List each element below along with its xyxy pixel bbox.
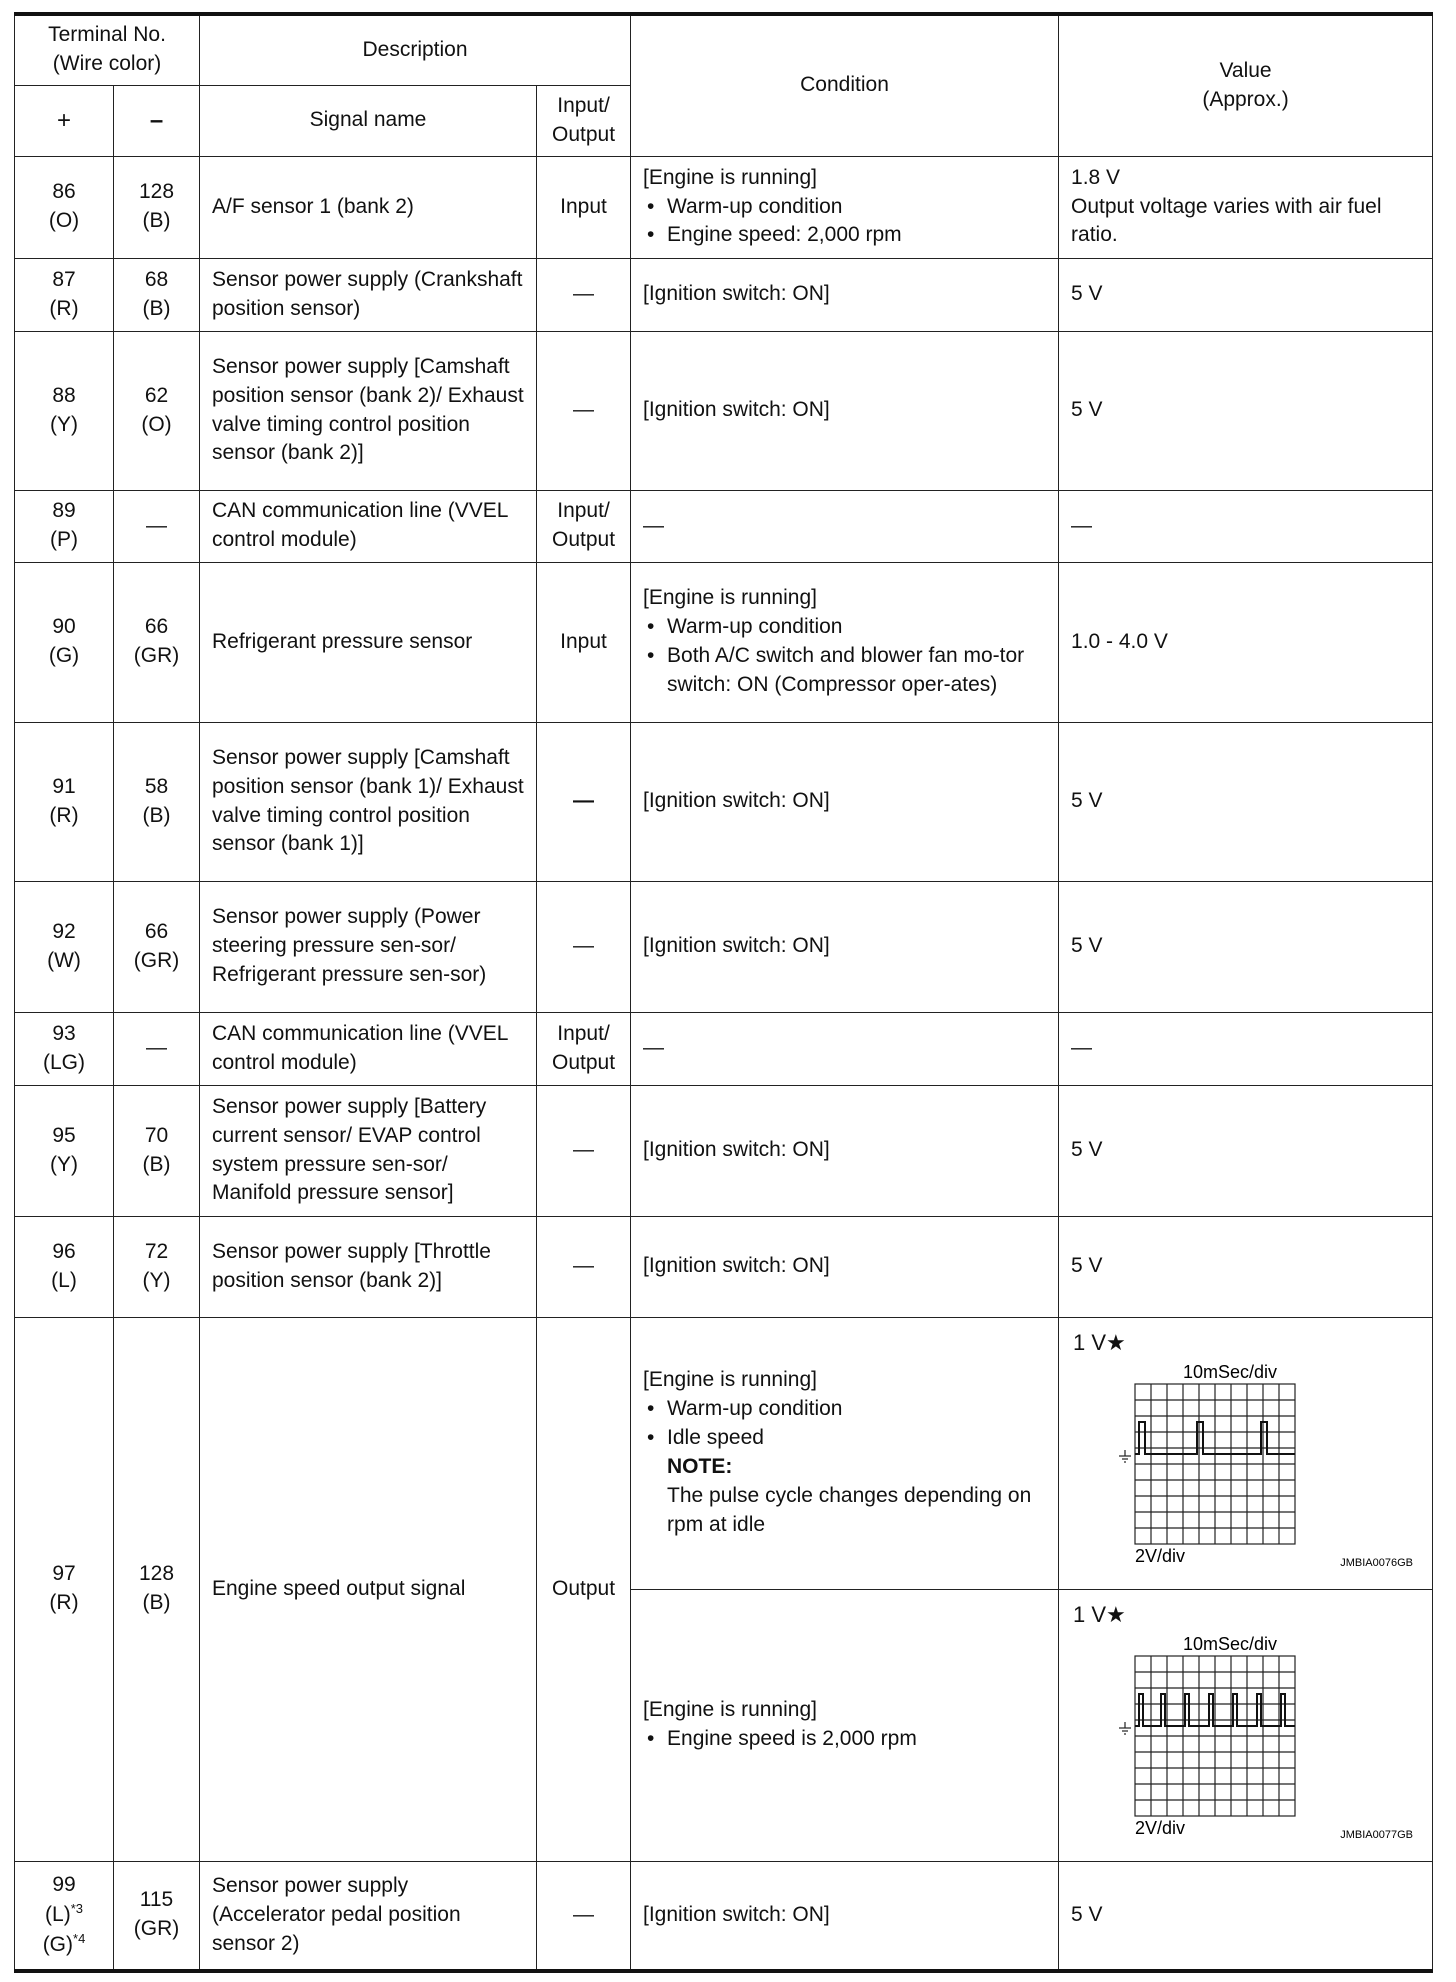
plus-wire-color: (R)	[49, 296, 79, 320]
volt-division-label: 2V/div	[1135, 1545, 1186, 1566]
table-row	[15, 562, 1433, 722]
scope-grid	[1135, 1384, 1295, 1544]
minus-terminal-cell	[114, 331, 200, 490]
plus-terminal-cell	[15, 156, 114, 258]
plus-terminal-cell	[15, 881, 114, 1012]
minus-terminal-cell	[114, 1216, 200, 1317]
minus-wire-color: (Y)	[142, 1268, 171, 1292]
io-type: Output	[537, 1317, 631, 1861]
value-cell: —	[1059, 1012, 1433, 1085]
condition-cell	[631, 562, 1059, 722]
plus-terminal: 99	[52, 1872, 76, 1896]
value-cell: 5 V	[1059, 1085, 1433, 1216]
table-row	[15, 331, 1433, 490]
minus-terminal: —	[146, 513, 167, 537]
plus-terminal: 86	[52, 180, 76, 204]
minus-wire-color: (B)	[142, 296, 171, 320]
condition-title: [Engine is running]	[643, 586, 817, 610]
minus-wire-color: (O)	[141, 412, 172, 436]
time-division-label: 10mSec/div	[1183, 1633, 1278, 1654]
value-cell: 5 V	[1059, 331, 1433, 490]
minus-terminal: 70	[144, 1123, 169, 1147]
condition-cell	[631, 1589, 1059, 1861]
minus-terminal-cell	[114, 722, 200, 881]
ground-marker-icon	[1119, 1450, 1131, 1462]
plus-wire-color: (O)	[48, 209, 80, 232]
plus-terminal-cell	[15, 490, 114, 562]
minus-wire-color: (B)	[142, 1591, 171, 1614]
io-type: —	[537, 331, 631, 490]
plus-terminal: 90	[52, 615, 76, 639]
plus-terminal-cell	[15, 1085, 114, 1216]
io-type: —	[537, 1861, 631, 1971]
condition-cell: [Ignition switch: ON]	[631, 722, 1059, 881]
signal-name: CAN communication line (VVEL control module)	[200, 1012, 537, 1085]
waveform-value-title	[1073, 1328, 1422, 1358]
table-row	[15, 881, 1433, 1012]
minus-wire-color: (GR)	[133, 644, 180, 667]
minus-wire-color: (B)	[142, 803, 171, 827]
value-cell	[1059, 156, 1433, 258]
value-cell: 5 V	[1059, 722, 1433, 881]
header-row-1	[15, 14, 1433, 85]
value-cell: —	[1059, 490, 1433, 562]
plus-wire-color: (G)	[48, 644, 80, 667]
description-header: Description	[200, 14, 631, 85]
note-text: The pulse cycle changes depending on rpm at idle	[667, 1483, 1032, 1536]
io-type: Input/ Output	[537, 1012, 631, 1085]
condition-title: [Engine is running]	[643, 1698, 817, 1722]
table-row	[15, 156, 1433, 258]
table-row	[15, 258, 1433, 331]
condition-title: [Engine is running]	[643, 1368, 817, 1392]
plus-wire-color: (Y)	[50, 412, 78, 436]
plus-header: +	[15, 85, 114, 156]
minus-wire-color: (GR)	[133, 948, 180, 972]
minus-terminal-cell	[114, 1317, 200, 1861]
signal-name: CAN communication line (VVEL control module)	[200, 490, 537, 562]
minus-terminal: 58	[144, 774, 169, 798]
signal-name: A/F sensor 1 (bank 2)	[200, 156, 537, 258]
minus-wire-color: (B)	[142, 1152, 171, 1176]
condition-header: Condition	[631, 14, 1059, 156]
plus-terminal-cell	[15, 258, 114, 331]
minus-terminal: 115	[139, 1888, 174, 1912]
minus-terminal: 128	[138, 180, 175, 204]
value-cell: 5 V	[1059, 1216, 1433, 1317]
signal-name: Sensor power supply [Camshaft position sensor (bank 1)/ Exhaust valve timing control position sensor (bank 1)]	[200, 722, 537, 881]
plus-wire-color-a	[19, 1900, 109, 1930]
plus-terminal: 91	[52, 774, 76, 798]
io-header: Input/ Output	[537, 85, 631, 156]
condition-item: • Warm-up condition	[643, 613, 1046, 642]
signal-name: Refrigerant pressure sensor	[200, 562, 537, 722]
minus-terminal-cell	[114, 490, 200, 562]
minus-wire-color: (GR)	[133, 1917, 180, 1941]
plus-terminal-cell	[15, 1012, 114, 1085]
minus-terminal: —	[146, 1036, 167, 1060]
plus-terminal: 88	[52, 383, 76, 407]
minus-terminal-cell	[114, 562, 200, 722]
plus-terminal: 89	[52, 499, 76, 523]
plus-terminal: 96	[52, 1239, 76, 1263]
footnote-marker: *3	[70, 1900, 83, 1916]
figure-code: JMBIA0076GB	[1340, 1556, 1414, 1569]
plus-terminal: 97	[52, 1562, 76, 1586]
condition-cell: [Ignition switch: ON]	[631, 258, 1059, 331]
condition-item: • Engine speed is 2,000 rpm	[643, 1725, 1046, 1754]
value-cell: 5 V	[1059, 881, 1433, 1012]
volt-division-label: 2V/div	[1135, 1817, 1186, 1838]
condition-item: • Both A/C switch and blower fan mo-tor switch: ON (Compressor oper-ates)	[643, 642, 1046, 700]
value-waveform-cell	[1059, 1589, 1433, 1861]
terminal-header	[15, 14, 200, 85]
table-row	[15, 1012, 1433, 1085]
condition-cell: [Ignition switch: ON]	[631, 881, 1059, 1012]
io-type: —	[537, 1216, 631, 1317]
io-type: Input	[537, 156, 631, 258]
wire-color-label: (Wire color)	[52, 52, 162, 76]
condition-item: • Engine speed: 2,000 rpm	[643, 221, 1046, 250]
ecm-terminal-table	[14, 12, 1433, 1973]
table-row	[15, 1861, 1433, 1971]
minus-terminal-cell	[114, 881, 200, 1012]
table-row	[15, 490, 1433, 562]
value-text: 1.8 V	[1071, 165, 1121, 189]
condition-item-with-note	[643, 1424, 1046, 1540]
value-cell: 5 V	[1059, 1861, 1433, 1971]
io-type: Input/ Output	[537, 490, 631, 562]
plus-terminal-cell	[15, 331, 114, 490]
plus-wire-color: (Y)	[50, 1152, 78, 1176]
signal-name-header: Signal name	[200, 85, 537, 156]
signal-name: Sensor power supply (Power steering pressure sen-sor/ Refrigerant pressure sen-sor)	[200, 881, 537, 1012]
value-waveform-cell	[1059, 1317, 1433, 1589]
wire-color-text: (L)	[45, 1902, 71, 1926]
io-type: —	[537, 881, 631, 1012]
terminal-no-label: Terminal No.	[48, 23, 166, 47]
minus-wire-color: (B)	[142, 209, 171, 232]
minus-terminal-cell	[114, 1861, 200, 1971]
io-type: —	[537, 258, 631, 331]
oscilloscope-waveform-2000rpm	[1073, 1632, 1423, 1850]
signal-name: Sensor power supply (Crankshaft position sensor)	[200, 258, 537, 331]
ground-marker-icon	[1119, 1722, 1131, 1734]
plus-wire-color: (LG)	[43, 1050, 85, 1074]
minus-terminal-cell	[114, 1012, 200, 1085]
plus-wire-color: (W)	[47, 948, 81, 972]
plus-wire-color: (P)	[50, 528, 78, 551]
table-row	[15, 1317, 1433, 1589]
condition-cell: —	[631, 490, 1059, 562]
condition-cell: —	[631, 1012, 1059, 1085]
value-cell: 1.0 - 4.0 V	[1059, 562, 1433, 722]
signal-name: Sensor power supply (Accelerator pedal position sensor 2)	[200, 1861, 537, 1971]
star-icon: ★	[1106, 1329, 1126, 1355]
minus-terminal: 68	[144, 267, 169, 291]
condition-cell: [Ignition switch: ON]	[631, 1216, 1059, 1317]
condition-cell	[631, 156, 1059, 258]
minus-terminal: 62	[144, 383, 169, 407]
value-header	[1059, 14, 1433, 156]
plus-wire-color: (L)	[51, 1268, 77, 1292]
approx-label: (Approx.)	[1202, 87, 1289, 111]
condition-cell: [Ignition switch: ON]	[631, 1085, 1059, 1216]
plus-wire-color: (R)	[49, 803, 79, 827]
plus-wire-color: (R)	[49, 1591, 79, 1614]
minus-terminal: 66	[144, 615, 169, 639]
signal-name: Sensor power supply [Battery current sensor/ EVAP control system pressure sen-sor/ Manifold pressure sensor]	[200, 1085, 537, 1216]
minus-terminal: 66	[144, 919, 169, 943]
minus-terminal-cell	[114, 258, 200, 331]
plus-terminal-cell	[15, 1317, 114, 1861]
minus-terminal: 128	[138, 1562, 175, 1586]
note-heading: NOTE:	[667, 1455, 733, 1478]
plus-terminal-cell	[15, 722, 114, 881]
star-icon: ★	[1106, 1601, 1126, 1627]
io-type: —	[537, 722, 631, 881]
minus-terminal-cell	[114, 156, 200, 258]
waveform-value-title	[1073, 1600, 1422, 1630]
wire-color-text: (G)	[42, 1932, 74, 1956]
plus-terminal: 87	[52, 267, 76, 291]
plus-terminal-cell	[15, 1861, 114, 1971]
figure-code: JMBIA0077GB	[1340, 1828, 1414, 1841]
condition-title: [Engine is running]	[643, 165, 817, 189]
minus-terminal-cell	[114, 1085, 200, 1216]
condition-cell: [Ignition switch: ON]	[631, 1861, 1059, 1971]
value-note: Output voltage varies with air fuel ratio.	[1071, 194, 1382, 247]
condition-item: • Warm-up condition	[643, 1395, 1046, 1424]
plus-terminal-cell	[15, 1216, 114, 1317]
condition-item: • Warm-up condition	[643, 193, 1046, 222]
signal-name: Sensor power supply [Throttle position sensor (bank 2)]	[200, 1216, 537, 1317]
scope-grid	[1135, 1656, 1295, 1816]
plus-terminal: 92	[52, 919, 76, 943]
minus-terminal: 72	[144, 1239, 169, 1263]
io-type: Input	[537, 562, 631, 722]
footnote-marker: *4	[73, 1930, 86, 1946]
plus-terminal: 93	[52, 1021, 76, 1045]
condition-cell: [Ignition switch: ON]	[631, 331, 1059, 490]
io-type: —	[537, 1085, 631, 1216]
plus-wire-color-b	[19, 1930, 109, 1960]
time-division-label: 10mSec/div	[1183, 1361, 1278, 1382]
oscilloscope-waveform-idle	[1073, 1360, 1423, 1578]
waveform-voltage: 1 V	[1073, 1329, 1107, 1355]
waveform-voltage: 1 V	[1073, 1601, 1107, 1627]
table-row	[15, 1216, 1433, 1317]
plus-terminal-cell	[15, 562, 114, 722]
condition-item-text: Idle speed	[667, 1426, 764, 1450]
condition-cell	[631, 1317, 1059, 1589]
table-row	[15, 722, 1433, 881]
value-cell: 5 V	[1059, 258, 1433, 331]
signal-name: Engine speed output signal	[200, 1317, 537, 1861]
plus-terminal: 95	[52, 1123, 76, 1147]
minus-header: –	[114, 85, 200, 156]
signal-name: Sensor power supply [Camshaft position sensor (bank 2)/ Exhaust valve timing control position sensor (bank 2)]	[200, 331, 537, 490]
table-row	[15, 1085, 1433, 1216]
value-label: Value	[1219, 58, 1272, 82]
